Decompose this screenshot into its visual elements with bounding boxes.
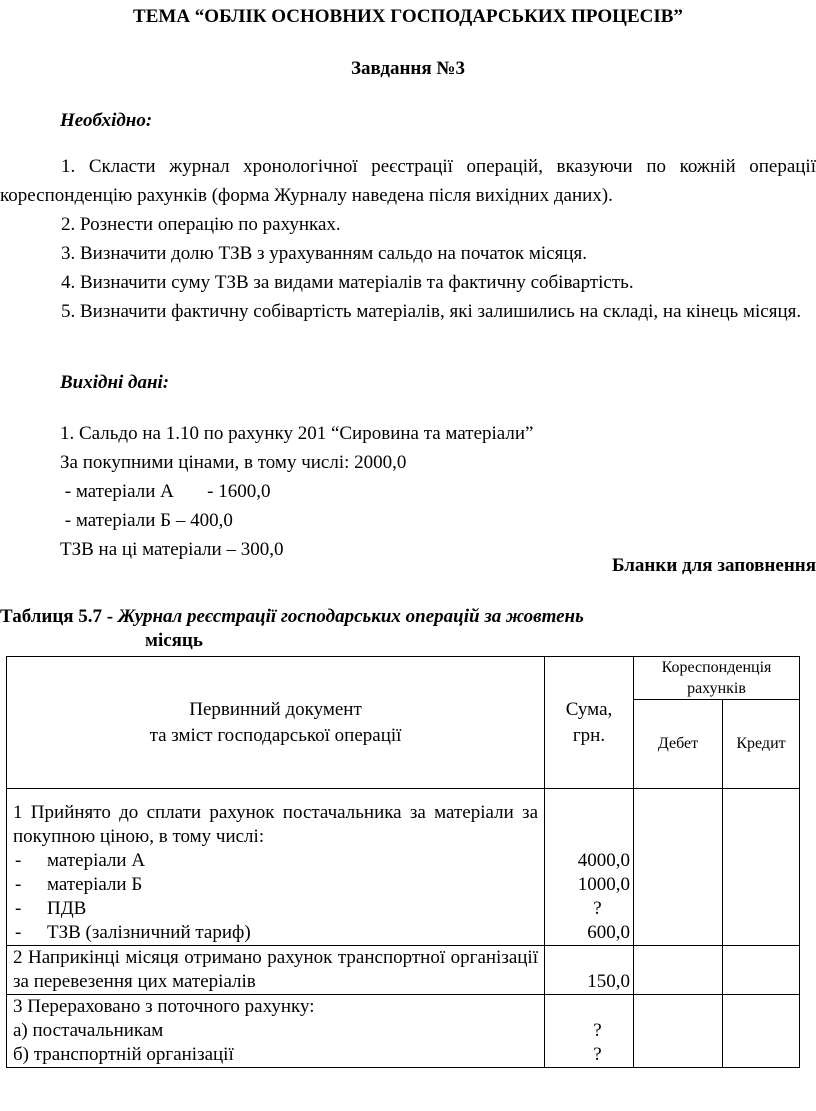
- source-heading: Вихідні дані:: [60, 372, 170, 393]
- source-data: [60, 419, 533, 564]
- table-caption-cont: місяць: [145, 630, 203, 651]
- steps-list: [0, 152, 816, 326]
- source-line: - матеріали Б – 400,0: [60, 510, 233, 531]
- table-row: [7, 789, 800, 946]
- amount-cell: 4000,0 1000,0 ? 600,0: [545, 789, 634, 946]
- source-line: - матеріали А - 1600,0: [60, 481, 271, 502]
- blanks-label: Бланки для заповнення: [611, 555, 816, 576]
- header-document: Первинний документ та зміст господарської операції: [7, 657, 545, 789]
- header-debit: Дебет: [634, 700, 723, 789]
- required-heading: Необхідно:: [60, 110, 153, 131]
- source-line: За покупними цінами, в тому числі: 2000,0: [60, 452, 407, 473]
- header-sum: Сума, грн.: [545, 657, 634, 789]
- source-line: ТЗВ на ці матеріали – 300,0: [60, 539, 284, 560]
- step-item: 3. Визначити долю ТЗВ з урахуванням сальдо на початок місяця.: [61, 243, 588, 264]
- operation-cell: 3 Перераховано з поточного рахунку: а) постачальникам б) транспортній організації: [7, 995, 545, 1068]
- credit-cell: [723, 789, 800, 946]
- debit-cell: [634, 789, 723, 946]
- task-number: Завдання №3: [351, 58, 465, 79]
- debit-cell: [634, 995, 723, 1068]
- table-caption-name: Журнал реєстрації господарських операцій за жовтень: [117, 606, 584, 627]
- page-title: ТЕМА “ОБЛІК ОСНОВНИХ ГОСПОДАРСЬКИХ ПРОЦЕСІВ”: [133, 6, 683, 27]
- debit-cell: [634, 946, 723, 995]
- credit-cell: [723, 995, 800, 1068]
- table-row: [7, 946, 800, 995]
- step-item: 5. Визначити фактичну собівартість матеріалів, які залишились на складі, на кінець місяця.: [61, 301, 802, 322]
- amount-cell: 150,0: [545, 946, 634, 995]
- step-item: 1. Скласти журнал хронологічної реєстрації операцій, вказуючи по кожній операції кореспонденцію рахунків (форма Журналу наведена після вихідних даних).: [0, 156, 816, 206]
- operation-cell: 1 Прийнято до сплати рахунок постачальника за матеріали за покупною ціною, в тому числі: - матеріали А - матеріали Б - ПДВ - ТЗВ (залізничний тариф): [7, 789, 545, 946]
- table-caption-label: Таблиця 5.7 -: [0, 606, 118, 627]
- credit-cell: [723, 946, 800, 995]
- operation-cell: 2 Наприкінці місяця отримано рахунок транспортної організації за перевезення цих матеріалів: [7, 946, 545, 995]
- table-caption: [0, 605, 584, 653]
- step-item: 2. Рознести операцію по рахунках.: [61, 214, 341, 235]
- journal-table: [6, 656, 800, 1068]
- table-row: [7, 995, 800, 1068]
- header-credit: Кредит: [723, 700, 800, 789]
- source-line: 1. Сальдо на 1.10 по рахунку 201 “Сировина та матеріали”: [60, 423, 534, 444]
- table-header-row: [7, 657, 800, 700]
- amount-cell: ? ?: [545, 995, 634, 1068]
- step-item: 4. Визначити суму ТЗВ за видами матеріалів та фактичну собівартість.: [61, 272, 634, 293]
- header-correspondence: Кореспонденція рахунків: [634, 657, 800, 700]
